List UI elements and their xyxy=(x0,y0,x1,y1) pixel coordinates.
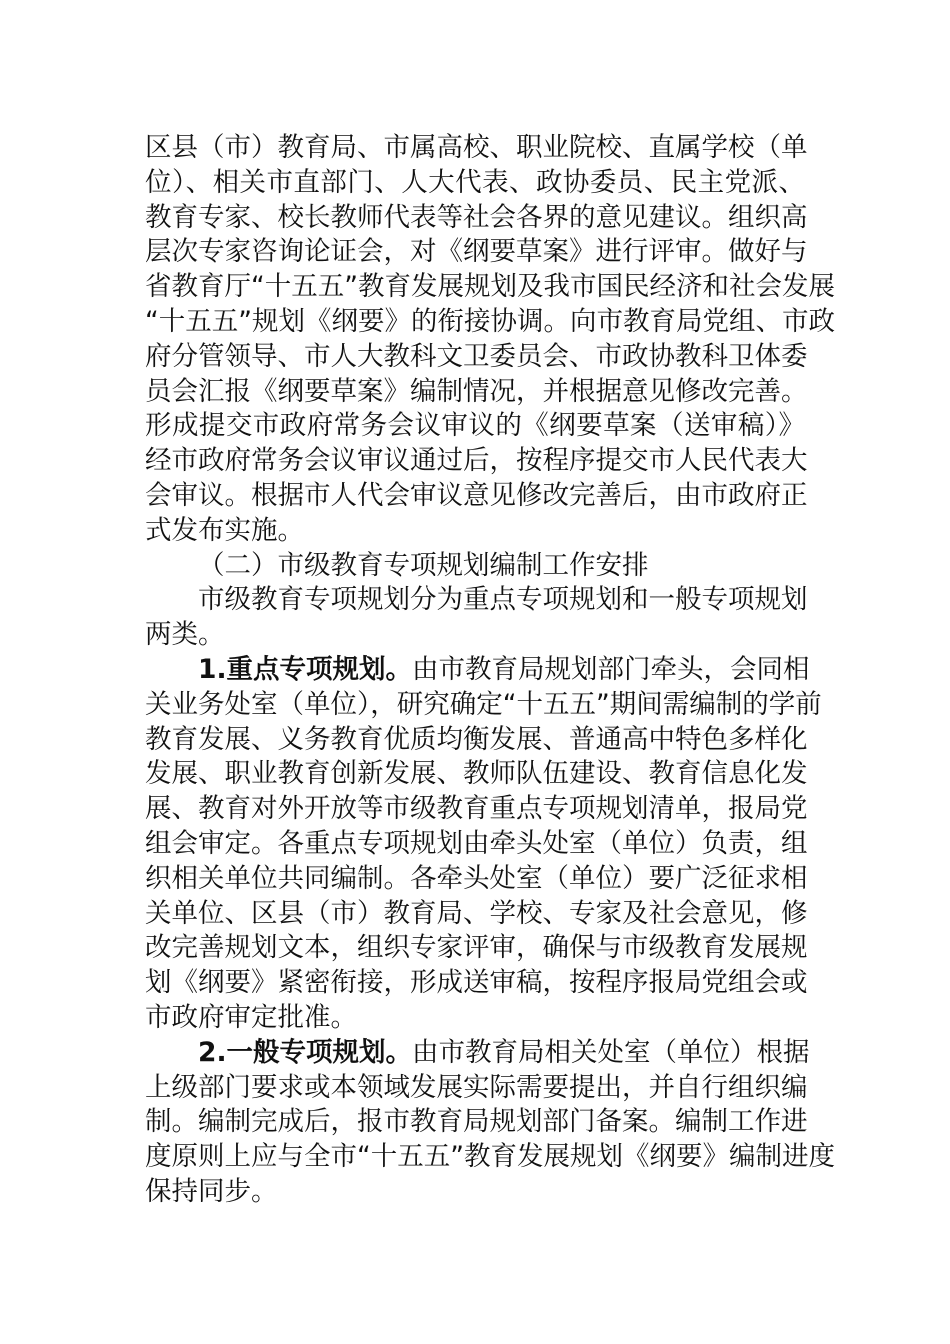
para1-line-10: 经市政府常务会议审议通过后，按程序提交市人民代表大 xyxy=(145,445,808,477)
para1-line-1: 区县（市）教育局、市属高校、职业院校、直属学校（单 xyxy=(145,132,808,163)
item1-first-line-text: 由市教育局规划部门牵头，会同相 xyxy=(412,654,810,685)
item2-line-2: 上级部门要求或本领域发展实际需要提出，并自行组织编 xyxy=(145,1071,808,1103)
para1-line-5: 省教育厅“十五五”教育发展规划及我市国民经济和社会发展 xyxy=(145,271,835,303)
para1-line-11: 会审议。根据市人代会审议意见修改完善后，由市政府正 xyxy=(145,480,808,511)
item2-line-4: 度原则上应与全市“十五五”教育发展规划《纲要》编制进度 xyxy=(145,1141,835,1173)
item1-line-6: 组会审定。各重点专项规划由牵头处室（单位）负责，组 xyxy=(145,828,808,859)
item1-line-9: 改完善规划文本，组织专家评审，确保与市级教育发展规 xyxy=(145,932,808,964)
para1-line-7: 府分管领导、市人大教科文卫委员会、市政协教科卫体委 xyxy=(145,340,808,372)
para1-line-2: 位）、相关市直部门、人大代表、政协委员、民主党派、 xyxy=(145,166,805,198)
item1-line-5: 展、教育对外开放等市级教育重点专项规划清单，报局党 xyxy=(145,793,808,825)
item1-line-4: 发展、职业教育创新发展、教师队伍建设、教育信息化发 xyxy=(145,758,808,790)
para1-line-12: 式发布实施。 xyxy=(145,514,304,546)
para2-line-1: 市级教育专项规划分为重点专项规划和一般专项规划 xyxy=(198,584,808,616)
item2-first-line-text: 由市教育局相关处室（单位）根据 xyxy=(412,1036,810,1068)
para1-line-9: 形成提交市政府常务会议审议的《纲要草案（送审稿）》 xyxy=(145,410,805,442)
item1-line-11: 市政府审定批准。 xyxy=(145,1002,357,1033)
item1-line-10: 划《纲要》紧密衔接，形成送审稿，按程序报局党组会或 xyxy=(145,967,808,999)
item1-heading: 1.重点专项规划。 xyxy=(198,654,413,685)
item2-line-3: 制。编制完成后，报市教育局规划部门备案。编制工作进 xyxy=(145,1106,808,1138)
para1-line-6: “十五五”规划《纲要》的衔接协调。向市教育局党组、市政 xyxy=(145,306,835,337)
item1-line-3: 教育发展、义务教育优质均衡发展、普通高中特色多样化 xyxy=(145,723,808,755)
section-heading: （二）市级教育专项规划编制工作安排 xyxy=(198,549,649,581)
item1-line-7: 织相关单位共同编制。各牵头处室（单位）要广泛征求相 xyxy=(145,862,808,894)
para1-line-3: 教育专家、校长教师代表等社会各界的意见建议。组织高 xyxy=(145,201,808,233)
para1-line-4: 层次专家咨询论证会，对《纲要草案》进行评审。做好与 xyxy=(145,236,808,268)
item2-heading: 2.一般专项规划。 xyxy=(198,1036,413,1068)
item1-line-8: 关单位、区县（市）教育局、学校、专家及社会意见，修 xyxy=(145,897,808,929)
para2-line-2: 两类。 xyxy=(145,619,225,651)
item2-line-5: 保持同步。 xyxy=(145,1176,278,1207)
para1-line-8: 员会汇报《纲要草案》编制情况，并根据意见修改完善。 xyxy=(145,375,808,407)
item1-line-2: 关业务处室（单位），研究确定“十五五”期间需编制的学前 xyxy=(145,688,822,720)
